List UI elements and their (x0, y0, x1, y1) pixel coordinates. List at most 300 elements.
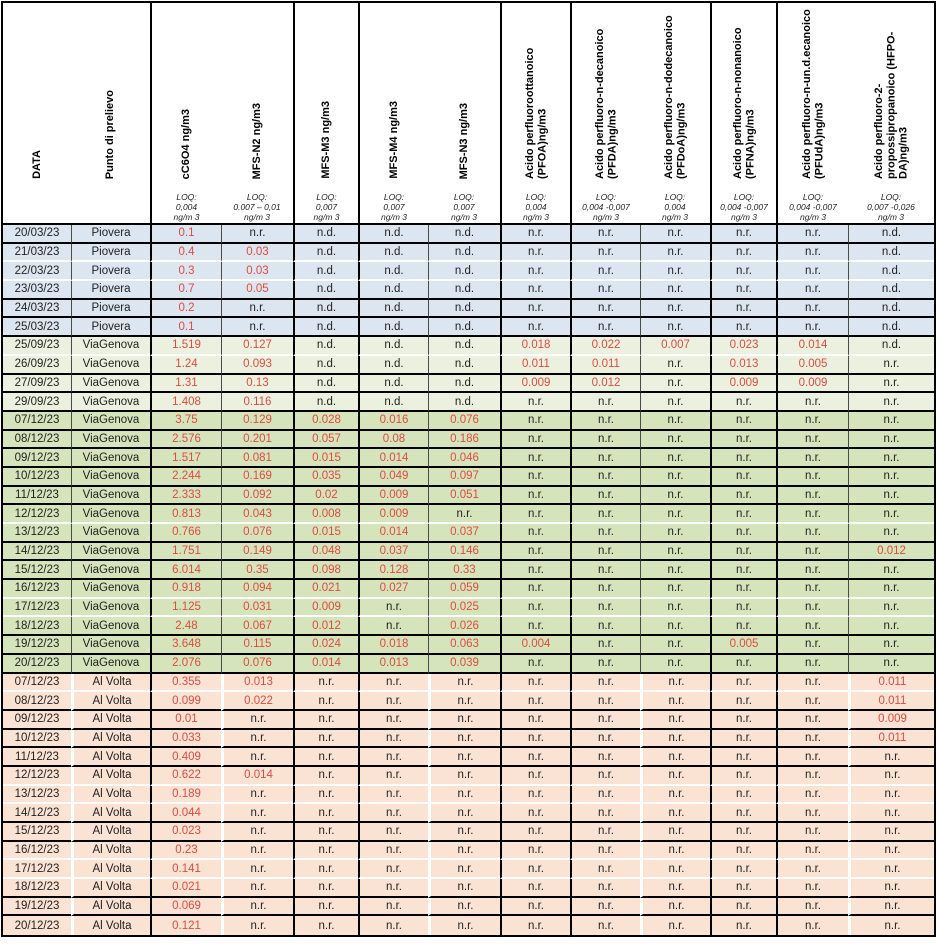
value-cell: n.d. (848, 244, 934, 263)
date-cell: 15/12/23 (3, 823, 71, 842)
value-cell: n.r. (293, 674, 358, 693)
value-cell: n.r. (710, 730, 776, 749)
date-cell: 10/12/23 (3, 730, 71, 749)
value-cell: 0.014 (358, 524, 428, 543)
table-row (3, 842, 934, 861)
value-cell: n.r. (570, 524, 640, 543)
value-cell: n.r. (640, 449, 710, 468)
value-cell: n.r. (710, 711, 776, 730)
loq-cell (71, 191, 150, 225)
value-cell: 0.01 (150, 711, 221, 730)
date-cell: 23/03/23 (3, 281, 71, 300)
value-cell: 0.4 (150, 244, 221, 263)
site-cell: ViaGenova (71, 505, 150, 524)
value-cell: n.r. (221, 860, 293, 879)
value-cell: n.r. (221, 916, 293, 935)
column-header-label: Acido perfluoro-n-dodecanoico (PFDoA)ng/m3 (662, 15, 687, 179)
table-row (3, 487, 934, 506)
loq-cell (710, 191, 776, 225)
date-cell: 14/12/23 (3, 543, 71, 562)
site-cell: Piovera (71, 318, 150, 337)
value-cell: n.r. (710, 393, 776, 412)
value-cell: n.r. (500, 318, 570, 337)
value-cell: 1.408 (150, 393, 221, 412)
value-cell: n.r. (640, 916, 710, 935)
loq-line: LOQ: (733, 191, 755, 202)
value-cell: n.r. (293, 786, 358, 805)
value-cell: 0.021 (293, 580, 358, 599)
value-cell: n.r. (500, 655, 570, 674)
value-cell: n.r. (848, 879, 934, 898)
value-cell: n.r. (500, 879, 570, 898)
site-cell: Al Volta (71, 860, 150, 879)
column-header-label: DATA (30, 150, 43, 179)
value-cell: n.r. (500, 524, 570, 543)
value-cell: 0.3 (150, 262, 221, 281)
date-cell: 12/12/23 (3, 767, 71, 786)
site-cell: ViaGenova (71, 561, 150, 580)
site-cell: ViaGenova (71, 617, 150, 636)
table-row (3, 674, 934, 693)
date-cell: 26/09/23 (3, 356, 71, 375)
value-cell: 0.031 (221, 599, 293, 618)
value-cell: 0.014 (358, 449, 428, 468)
table-row (3, 599, 934, 618)
value-cell: n.r. (500, 898, 570, 917)
value-cell: n.d. (293, 300, 358, 319)
site-cell: Al Volta (71, 748, 150, 767)
table-row (3, 468, 934, 487)
value-cell: 0.018 (358, 636, 428, 655)
value-cell: n.r. (358, 786, 428, 805)
value-cell: n.r. (570, 636, 640, 655)
value-cell: n.d. (848, 262, 934, 281)
value-cell: n.r. (428, 804, 500, 823)
loq-line: LOQ: (880, 191, 902, 202)
table-row (3, 580, 934, 599)
date-cell: 11/12/23 (3, 487, 71, 506)
value-cell: n.r. (848, 804, 934, 823)
value-cell: n.r. (500, 225, 570, 244)
value-cell: n.r. (500, 692, 570, 711)
column-header (776, 3, 848, 191)
value-cell: n.r. (221, 898, 293, 917)
site-cell: Al Volta (71, 804, 150, 823)
value-cell: 0.013 (221, 674, 293, 693)
value-cell: 0.011 (848, 692, 934, 711)
value-cell: n.r. (428, 860, 500, 879)
site-cell: Al Volta (71, 786, 150, 805)
value-cell: n.r. (640, 860, 710, 879)
value-cell: n.r. (500, 431, 570, 450)
value-cell: 0.025 (428, 599, 500, 618)
value-cell: n.r. (640, 786, 710, 805)
value-cell: n.r. (776, 449, 848, 468)
site-cell: ViaGenova (71, 356, 150, 375)
value-cell: n.r. (848, 748, 934, 767)
value-cell: n.r. (221, 300, 293, 319)
value-cell: n.r. (776, 262, 848, 281)
value-cell: n.r. (776, 823, 848, 842)
date-cell: 20/12/23 (3, 916, 71, 935)
value-cell: 2.244 (150, 468, 221, 487)
value-cell: 0.35 (221, 561, 293, 580)
value-cell: n.r. (570, 580, 640, 599)
date-cell: 29/09/23 (3, 393, 71, 412)
value-cell: 0.115 (221, 636, 293, 655)
value-cell: n.r. (848, 617, 934, 636)
value-cell: n.r. (776, 655, 848, 674)
value-cell: 0.026 (428, 617, 500, 636)
value-cell: 0.05 (221, 281, 293, 300)
value-cell: n.d. (358, 281, 428, 300)
value-cell: n.r. (570, 543, 640, 562)
table-row (3, 393, 934, 412)
value-cell: n.r. (293, 748, 358, 767)
value-cell: n.r. (848, 431, 934, 450)
value-cell: n.d. (848, 318, 934, 337)
value-cell: n.r. (640, 225, 710, 244)
value-cell: n.d. (358, 318, 428, 337)
value-cell: 0.035 (293, 468, 358, 487)
site-cell: ViaGenova (71, 431, 150, 450)
value-cell: n.d. (293, 356, 358, 375)
value-cell: 6.014 (150, 561, 221, 580)
value-cell: n.r. (500, 543, 570, 562)
value-cell: n.r. (710, 879, 776, 898)
value-cell: n.r. (570, 561, 640, 580)
value-cell: n.r. (500, 730, 570, 749)
value-cell: 0.092 (221, 487, 293, 506)
table-row (3, 655, 934, 674)
value-cell: n.r. (500, 674, 570, 693)
value-cell: n.r. (640, 767, 710, 786)
value-cell: 0.028 (293, 412, 358, 431)
value-cell: n.r. (358, 804, 428, 823)
value-cell: n.r. (776, 842, 848, 861)
value-cell: n.r. (428, 505, 500, 524)
value-cell: 3.75 (150, 412, 221, 431)
site-cell: Piovera (71, 262, 150, 281)
value-cell: n.d. (428, 318, 500, 337)
column-header-label: Acido perfluoro-n-nonanoico (PFNA)ng/m3 (731, 27, 756, 179)
table-row (3, 561, 934, 580)
table-row (3, 730, 934, 749)
table-row (3, 412, 934, 431)
value-cell: n.r. (428, 767, 500, 786)
date-cell: 19/12/23 (3, 636, 71, 655)
column-header-label: Acido perfluoro-n-un.d.ecanoico (PFUdA)ng/m3 (800, 9, 825, 179)
value-cell: n.r. (640, 393, 710, 412)
value-cell: n.r. (776, 318, 848, 337)
value-cell: 0.186 (428, 431, 500, 450)
value-cell: n.r. (776, 879, 848, 898)
value-cell: n.r. (710, 842, 776, 861)
value-cell: n.r. (221, 748, 293, 767)
column-header (570, 3, 640, 191)
value-cell: n.d. (428, 225, 500, 244)
value-cell: n.r. (640, 244, 710, 263)
value-cell: n.r. (221, 711, 293, 730)
pfas-measurements-table (1, 1, 936, 937)
value-cell: n.r. (500, 580, 570, 599)
date-cell: 18/12/23 (3, 617, 71, 636)
value-cell: n.r. (500, 449, 570, 468)
column-header (428, 3, 500, 191)
value-cell: n.r. (500, 711, 570, 730)
value-cell: n.r. (776, 300, 848, 319)
value-cell: n.r. (428, 898, 500, 917)
value-cell: n.r. (640, 431, 710, 450)
value-cell: n.r. (710, 431, 776, 450)
value-cell: 0.013 (710, 356, 776, 375)
value-cell: 0.1 (150, 225, 221, 244)
value-cell: 0.005 (776, 356, 848, 375)
value-cell: n.r. (710, 655, 776, 674)
value-cell: n.r. (358, 842, 428, 861)
value-cell: 0.03 (221, 262, 293, 281)
value-cell: n.r. (358, 692, 428, 711)
value-cell: n.r. (500, 860, 570, 879)
value-cell: n.r. (570, 916, 640, 935)
value-cell: n.r. (710, 748, 776, 767)
value-cell: 0.014 (221, 767, 293, 786)
site-cell: Al Volta (71, 674, 150, 693)
site-cell: Piovera (71, 281, 150, 300)
value-cell: 0.201 (221, 431, 293, 450)
value-cell: n.d. (293, 318, 358, 337)
value-cell: n.r. (428, 823, 500, 842)
value-cell: 1.751 (150, 543, 221, 562)
table-row (3, 356, 934, 375)
value-cell: 0.009 (776, 375, 848, 394)
header-label-row (3, 3, 934, 191)
value-cell: n.d. (293, 375, 358, 394)
value-cell: n.r. (428, 786, 500, 805)
site-cell: ViaGenova (71, 487, 150, 506)
value-cell: n.d. (428, 262, 500, 281)
value-cell: n.r. (293, 916, 358, 935)
value-cell: n.r. (640, 823, 710, 842)
loq-cell (150, 191, 221, 225)
loq-cell (640, 191, 710, 225)
value-cell: n.r. (570, 412, 640, 431)
value-cell: n.d. (293, 225, 358, 244)
value-cell: n.r. (358, 823, 428, 842)
loq-cell (500, 191, 570, 225)
value-cell: n.r. (848, 561, 934, 580)
loq-line: LOQ: (595, 191, 617, 202)
value-cell: 0.011 (848, 674, 934, 693)
value-cell: n.r. (358, 617, 428, 636)
value-cell: 0.918 (150, 580, 221, 599)
site-cell: ViaGenova (71, 449, 150, 468)
column-header (500, 3, 570, 191)
value-cell: 0.059 (428, 580, 500, 599)
value-cell: n.r. (221, 786, 293, 805)
value-cell: n.r. (570, 617, 640, 636)
loq-line: LOQ: (176, 191, 197, 202)
value-cell: n.d. (428, 281, 500, 300)
column-header-label: cC6O4 ng/m3 (180, 108, 193, 179)
value-cell: n.r. (500, 767, 570, 786)
table-row (3, 860, 934, 879)
value-cell: 0.02 (293, 487, 358, 506)
value-cell: n.r. (640, 655, 710, 674)
value-cell: n.r. (848, 842, 934, 861)
value-cell: 0.813 (150, 505, 221, 524)
date-cell: 07/12/23 (3, 674, 71, 693)
value-cell: n.d. (848, 225, 934, 244)
value-cell: 0.129 (221, 412, 293, 431)
value-cell: 2.333 (150, 487, 221, 506)
value-cell: n.r. (848, 449, 934, 468)
value-cell: 0.022 (570, 337, 640, 356)
value-cell: 0.027 (358, 580, 428, 599)
site-cell: Al Volta (71, 879, 150, 898)
value-cell: n.r. (570, 674, 640, 693)
value-cell: 0.037 (358, 543, 428, 562)
value-cell: n.r. (640, 468, 710, 487)
date-cell: 14/12/23 (3, 804, 71, 823)
value-cell: n.r. (710, 505, 776, 524)
value-cell: n.r. (500, 468, 570, 487)
value-cell: 0.021 (150, 879, 221, 898)
value-cell: 0.057 (293, 431, 358, 450)
value-cell: 0.069 (150, 898, 221, 917)
loq-line: 0,007 (453, 201, 475, 212)
value-cell: 0.766 (150, 524, 221, 543)
date-cell: 20/03/23 (3, 225, 71, 244)
value-cell: n.r. (500, 617, 570, 636)
value-cell: n.r. (570, 823, 640, 842)
value-cell: 1.24 (150, 356, 221, 375)
value-cell: n.r. (848, 636, 934, 655)
value-cell: n.r. (776, 580, 848, 599)
value-cell: n.r. (570, 804, 640, 823)
value-cell: n.d. (428, 356, 500, 375)
value-cell: n.d. (293, 244, 358, 263)
value-cell: n.r. (640, 281, 710, 300)
value-cell: n.r. (710, 300, 776, 319)
value-cell: n.r. (640, 543, 710, 562)
loq-cell (221, 191, 293, 225)
loq-cell (776, 191, 848, 225)
value-cell: n.d. (428, 300, 500, 319)
value-cell: 0.093 (221, 356, 293, 375)
date-cell: 25/09/23 (3, 337, 71, 356)
header-loq-row (3, 191, 934, 225)
value-cell: n.r. (293, 879, 358, 898)
value-cell: n.r. (710, 487, 776, 506)
value-cell: n.r. (293, 692, 358, 711)
value-cell: 0.097 (428, 468, 500, 487)
value-cell: 0.009 (848, 711, 934, 730)
value-cell: n.r. (500, 804, 570, 823)
value-cell: n.r. (640, 524, 710, 543)
value-cell: n.r. (570, 692, 640, 711)
value-cell: n.r. (293, 730, 358, 749)
value-cell: n.r. (710, 599, 776, 618)
site-cell: Al Volta (71, 898, 150, 917)
site-cell: ViaGenova (71, 524, 150, 543)
value-cell: 0.011 (570, 356, 640, 375)
site-cell: Piovera (71, 225, 150, 244)
value-cell: n.r. (848, 599, 934, 618)
date-cell: 25/03/23 (3, 318, 71, 337)
value-cell: n.r. (776, 748, 848, 767)
value-cell: n.d. (428, 244, 500, 263)
value-cell: n.r. (848, 412, 934, 431)
value-cell: n.r. (640, 711, 710, 730)
loq-line: ng/m 3 (800, 212, 826, 223)
value-cell: 0.146 (428, 543, 500, 562)
value-cell: n.r. (358, 898, 428, 917)
table-row (3, 262, 934, 281)
value-cell: 0.015 (293, 449, 358, 468)
date-cell: 13/12/23 (3, 786, 71, 805)
value-cell: n.r. (500, 916, 570, 935)
value-cell: n.r. (500, 262, 570, 281)
column-header (150, 3, 221, 191)
value-cell: n.r. (710, 786, 776, 805)
value-cell: 0.076 (428, 412, 500, 431)
value-cell: n.r. (358, 674, 428, 693)
value-cell: n.d. (358, 393, 428, 412)
date-cell: 24/03/23 (3, 300, 71, 319)
table-row (3, 244, 934, 263)
value-cell: 2.48 (150, 617, 221, 636)
value-cell: n.r. (776, 711, 848, 730)
value-cell: n.r. (776, 767, 848, 786)
value-cell: n.r. (221, 730, 293, 749)
loq-line: LOQ: (246, 191, 268, 202)
value-cell: n.r. (848, 823, 934, 842)
loq-line: LOQ: (383, 191, 405, 202)
value-cell: n.d. (848, 281, 934, 300)
loq-line: ng/m 3 (451, 212, 477, 223)
value-cell: n.r. (500, 599, 570, 618)
table-row (3, 879, 934, 898)
date-cell: 17/12/23 (3, 860, 71, 879)
value-cell: n.d. (428, 375, 500, 394)
table-row (3, 823, 934, 842)
column-header (71, 3, 150, 191)
table-row (3, 543, 934, 562)
table-row (3, 337, 934, 356)
value-cell: n.r. (500, 281, 570, 300)
value-cell: n.r. (500, 786, 570, 805)
site-cell: ViaGenova (71, 580, 150, 599)
value-cell: 1.31 (150, 375, 221, 394)
date-cell: 11/12/23 (3, 748, 71, 767)
value-cell: 0.011 (500, 356, 570, 375)
value-cell: n.r. (428, 674, 500, 693)
value-cell: n.r. (710, 916, 776, 935)
date-cell: 08/12/23 (3, 692, 71, 711)
value-cell: 0.012 (848, 543, 934, 562)
value-cell: n.r. (710, 281, 776, 300)
value-cell: 0.011 (848, 730, 934, 749)
loq-line: 0,007 -0,026 (867, 201, 915, 212)
value-cell: n.r. (776, 393, 848, 412)
value-cell: n.r. (640, 599, 710, 618)
value-cell: n.r. (500, 412, 570, 431)
date-cell: 16/12/23 (3, 580, 71, 599)
value-cell: n.r. (640, 674, 710, 693)
value-cell: n.r. (710, 561, 776, 580)
value-cell: n.r. (640, 730, 710, 749)
